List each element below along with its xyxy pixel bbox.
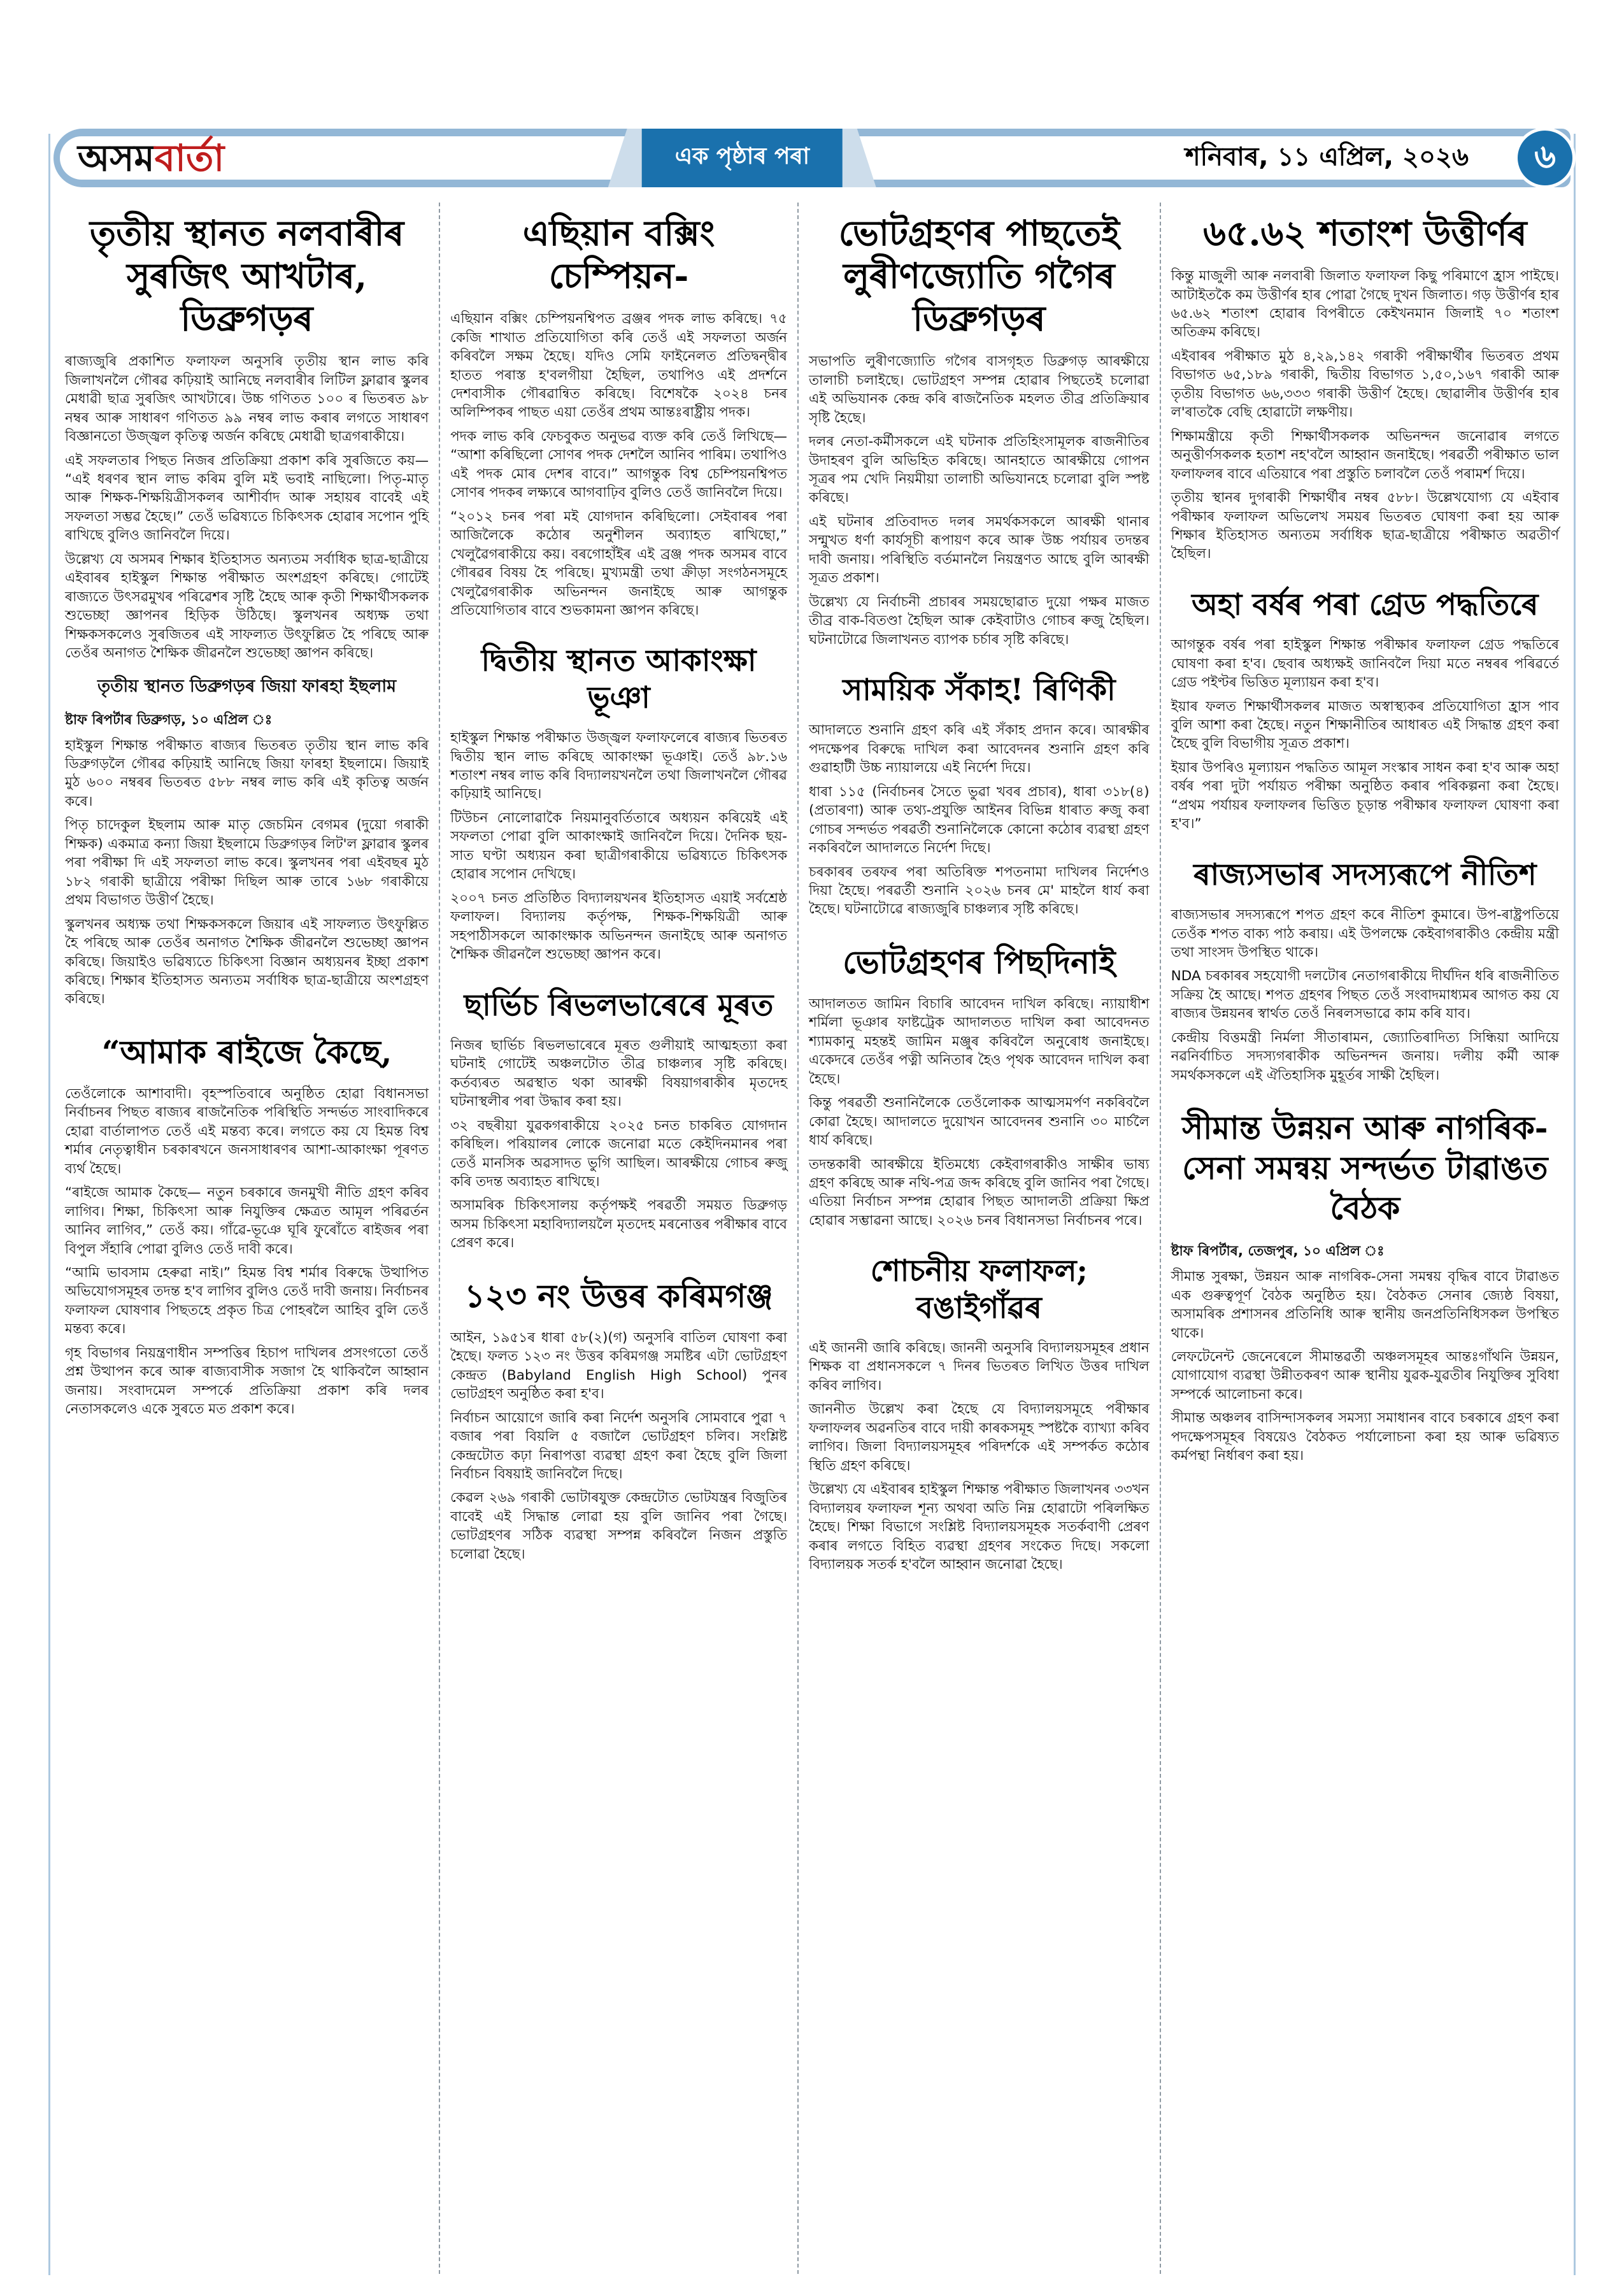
article-body: তেওঁলোকে আশাবাদী। বৃহস্পতিবাৰে অনুষ্ঠিত হোৱা বিধানসভা নিৰ্বাচনৰ পিছত ৰাজ্যৰ ৰাজনৈতিক পৰিস্থিতি সন্দৰ্ভত সাংবাদিকৰে হোৱা বাৰ্তালাপত তেওঁ এই মন্তব্য কৰে। লগতে কয় যে হিমন্ত বিশ্ব শৰ্মাৰ নেতৃত্বাধীন চৰকাৰখনে জনসাধাৰণৰ আশা-আকাংক্ষা পূৰণত ব্যৰ্থ হৈছে। “ৰাইজে আমাক কৈছে— নতুন চৰকাৰে জনমুখী নীতি গ্ৰহণ কৰিব লাগিব। শিক্ষা, চিকিৎসা আৰু নিযুক্তিৰ ক্ষেত্ৰত আমূল পৰিৱৰ্তন আনিব লাগিব,” তেওঁ কয়। গাঁৱে-ভূঞে ঘূৰি ফুৰোঁতে ৰাইজৰ পৰা বিপুল সঁহাৰি পোৱা বুলিও তেওঁ দাবী কৰে। “আমি ভাবসাম হেৰুৱা নাই।” হিমন্ত বিশ্ব শৰ্মাৰ বিৰুদ্ধে উত্থাপিত অভিযোগসমূহৰ তদন্ত হ'ব লাগিব বুলিও তেওঁ দাবী জনায়। নিৰ্বাচনৰ ফলাফল ঘোষণাৰ পিছতহে প্ৰকৃত চিত্ৰ পোহৰলৈ আহিব বুলি তেওঁ মন্তব্য কৰে। গৃহ বিভাগৰ নিয়ন্ত্ৰণাধীন সম্পত্তিৰ হিচাপ দাখিলৰ প্ৰসংগতো তেওঁ প্ৰশ্ন উত্থাপন কৰে আৰু ৰাজ্যবাসীক সজাগ হৈ থাকিবলৈ আহ্বান জনায়। সংবাদমেল সম্পৰ্কে প্ৰতিক্ৰিয়া প্ৰকাশ কৰি দলৰ নেতাসকলেও একে সুৰতে মত প্ৰকাশ কৰে।: [65, 1085, 429, 1418]
article-headline: তৃতীয় স্থানত নলবাৰীৰ সুৰজিৎ আখটাৰ, ডিব্ৰুগড়ৰ: [89, 212, 404, 339]
dateline: ষ্টাফ ৰিপৰ্টাৰ, তেজপুৰ, ১০ এপ্ৰিল ঃ: [1171, 1243, 1385, 1260]
article: [809, 672, 1150, 919]
article: [1171, 1108, 1559, 1466]
article: [65, 1032, 429, 1419]
article: [809, 211, 1150, 649]
edition-date: শনিবাৰ, ১১ এপ্ৰিল, ২০২৬: [1185, 142, 1469, 172]
article-headline: ৬৫.৬২ শতাংশ উত্তীৰ্ণৰ: [1203, 212, 1527, 254]
article-headline: ভোটগ্ৰহণৰ পাছতেই লুৰীণজ্যোতি গগৈৰ ডিব্ৰুগড়ৰ: [838, 212, 1120, 339]
article-body: আগন্তুক বৰ্ষৰ পৰা হাইস্কুল শিক্ষান্ত পৰীক্ষাৰ ফলাফল গ্ৰেড পদ্ধতিৰে ঘোষণা কৰা হ'ব। ছেবাৰ অধ্যক্ষই জানিবলৈ দিয়া মতে নম্বৰৰ পৰিৱৰ্তে গ্ৰেড পইণ্টৰ ভিত্তিত মূল্যায়ন কৰা হ'ব। ইয়াৰ ফলত শিক্ষাৰ্থীসকলৰ মাজত অস্বাস্থ্যকৰ প্ৰতিযোগিতা হ্ৰাস পাব বুলি আশা কৰা হৈছে। নতুন শিক্ষানীতিৰ আধাৰত এই সিদ্ধান্ত গ্ৰহণ কৰা হৈছে বুলি বিভাগীয় সূত্ৰত প্ৰকাশ। ইয়াৰ উপৰিও মূল্যায়ন পদ্ধতিত আমূল সংস্কাৰ সাধন কৰা হ'ব আৰু অহা বৰ্ষৰ পৰা দুটা পৰ্যায়ত পৰীক্ষা অনুষ্ঠিত কৰাৰ পৰিকল্পনা কৰা হৈছে। “প্ৰথম পৰ্যায়ৰ ফলাফলৰ ভিত্তিত চূড়ান্ত পৰীক্ষাৰ ফলাফল ঘোষণা কৰা হ'ব।”: [1171, 637, 1559, 832]
article-body: এছিয়ান বক্সিং চেম্পিয়নশ্বিপত ব্ৰঞ্জৰ পদক লাভ কৰিছে। ৭৫ কেজি শাখাত প্ৰতিযোগিতা কৰি তেওঁ এই সফলতা অৰ্জন কৰিবলৈ সক্ষম হৈছে। যদিও সেমি ফাইনেলত প্ৰতিদ্বন্দ্বীৰ হাতত পৰাস্ত হ'বলগীয়া হৈছিল, তথাপিও এই প্ৰদৰ্শনে দেশবাসীক গৌৰৱান্বিত কৰিছে। বিশেষকৈ ২০২৪ চনৰ অলিম্পিকৰ পাছত এয়া তেওঁৰ প্ৰথম আন্তঃৰাষ্ট্ৰীয় পদক। পদক লাভ কৰি ফেচবুকত অনুভৱ ব্যক্ত কৰি তেওঁ লিখিছে— “আশা কৰিছিলো সোণৰ পদক দেশলৈ আনিব পাৰিম। তথাপিও এই পদক মোৰ দেশৰ বাবে।” আগন্তুক বিশ্ব চেম্পিয়নশ্বিপত সোণৰ পদকৰ লক্ষ্যৰে আগবাঢ়িব বুলিও তেওঁ জানিবলৈ দিয়ে। “২০১২ চনৰ পৰা মই যোগদান কৰিছিলো। সেইবাৰৰ পৰা আজিলৈকে কঠোৰ অনুশীলন অব্যাহত ৰাখিছো,” খেলুৱৈগৰাকীয়ে কয়। বৰগোহাঁইৰ এই ব্ৰঞ্জ পদক অসমৰ বাবে গৌৰৱৰ বিষয় হৈ পৰিছে। মুখ্যমন্ত্ৰী তথা ক্ৰীড়া সংগঠনসমূহে খেলুৱৈগৰাকীক অভিনন্দন জনাইছে আৰু আগন্তুক প্ৰতিযোগিতাৰ বাবে শুভকামনা জ্ঞাপন কৰিছে।: [450, 311, 788, 618]
news-column-1: [55, 203, 439, 2274]
logo-text-red: বার্তা: [154, 136, 225, 180]
article-headline: ৰাজ্যসভাৰ সদস্যৰূপে নীতিশ: [1193, 857, 1537, 892]
article-headline: অহা বৰ্ষৰ পৰা গ্ৰেড পদ্ধতিৰে: [1192, 587, 1539, 622]
news-column-4: [1160, 203, 1569, 2274]
article: [450, 987, 787, 1253]
continued-from-banner: [618, 129, 867, 187]
masthead-strip: [60, 136, 1564, 180]
article-headline: সীমান্ত উন্নয়ন আৰু নাগৰিক-সেনা সমন্বয় সন্দৰ্ভত টাৱাঙত বৈঠক: [1182, 1109, 1548, 1227]
article: [809, 942, 1150, 1230]
logo-text-black: অসম: [78, 136, 155, 180]
article: [65, 211, 429, 1009]
article-body: ৰাজ্যসভাৰ সদস্যৰূপে শপত গ্ৰহণ কৰে নীতিশ কুমাৰে। উপ-ৰাষ্ট্ৰপতিয়ে তেওঁক শপত বাক্য পাঠ কৰায়। এই উপলক্ষে কেইবাগৰাকীও কেন্দ্ৰীয় মন্ত্ৰী তথা সাংসদ উপস্থিত থাকে। NDA চৰকাৰৰ সহযোগী দলটোৰ নেতাগৰাকীয়ে দীৰ্ঘদিন ধৰি ৰাজনীতিত সক্ৰিয় হৈ আছে। শপত গ্ৰহণৰ পিছত তেওঁ সংবাদমাধ্যমৰ আগত কয় যে ৰাজ্যৰ উন্নয়নৰ স্বাৰ্থত তেওঁ নিৰলসভাৱে কাম কৰি যাব। কেন্দ্ৰীয় বিত্তমন্ত্ৰী নিৰ্মলা সীতাৰামন, জ্যোতিৰাদিত্য সিন্ধিয়া আদিয়ে নৱনিৰ্বাচিত সদস্যগৰাকীক অভিনন্দন জনায়। দলীয় কৰ্মী আৰু সমৰ্থকসকলে এই ঐতিহাসিক মুহূৰ্তৰ সাক্ষী হৈছিল।: [1171, 907, 1559, 1083]
banner-label: এক পৃষ্ঠাৰ পৰা: [642, 129, 843, 187]
article-body: আইন, ১৯৫১ৰ ধাৰা ৫৮(২)(গ) অনুসৰি বাতিল ঘোষণা কৰা হৈছে। ফলত ১২৩ নং উত্তৰ কৰিমগঞ্জ সমষ্টিৰ এটা ভোটগ্ৰহণ কেন্দ্ৰত (Babyland English High School) পুনৰ ভোটগ্ৰহণ অনুষ্ঠিত কৰা হ'ব। নিৰ্বাচন আয়োগে জাৰি কৰা নিৰ্দেশ অনুসৰি সোমবাৰে পুৱা ৭ বজাৰ পৰা বিয়লি ৫ বজালৈ ভোটগ্ৰহণ চলিব। সংশ্লিষ্ট কেন্দ্ৰটোত কঢ়া নিৰাপত্তা ব্যৱস্থা গ্ৰহণ কৰা হৈছে বুলি জিলা নিৰ্বাচন বিষয়াই জানিবলৈ দিছে। কেৱল ২৬৯ গৰাকী ভোটাৰযুক্ত কেন্দ্ৰটোত ভোটযন্ত্ৰৰ বিজুতিৰ বাবেই এই সিদ্ধান্ত লোৱা হয় বুলি জানিব পৰা গৈছে। ভোটগ্ৰহণৰ সঠিক ব্যৱস্থা সম্পন্ন কৰিবলৈ নিজন প্ৰস্তুতি চলোৱা হৈছে।: [450, 1329, 788, 1562]
page-number-badge: ৬: [1514, 127, 1576, 189]
article-headline: “আমাক ৰাইজে কৈছে,: [101, 1032, 392, 1071]
article-headline: ভোটগ্ৰহণৰ পিছদিনাই: [843, 943, 1116, 981]
article-body: ৰাজ্যজুৰি প্ৰকাশিত ফলাফল অনুসৰি তৃতীয় স্থান লাভ কৰি জিলাখনলৈ গৌৰৱ কঢ়িয়াই আনিছে নলবাৰীৰ লিটিল ফ্লাৱাৰ স্কুলৰ মেধাৱী ছাত্ৰ সুৰজিৎ আখটাৰে। উচ্চ গণিতত ১০০ ৰ ভিতৰত ৯৮ নম্বৰ আৰু সাধাৰণ গণিতত ৯৯ নম্বৰ লাভ কৰাৰ লগতে সাধাৰণ বিজ্ঞানতো উজ্জ্বল কৃতিত্ব অৰ্জন কৰিছে মেধাৱী ছাত্ৰগৰাকীয়ে। এই সফলতাৰ পিছত নিজৰ প্ৰতিক্ৰিয়া প্ৰকাশ কৰি সুৰজিতে কয়— “এই ধৰণৰ স্থান লাভ কৰিম বুলি মই ভবাই নাছিলো। পিতৃ-মাতৃ আৰু শিক্ষক-শিক্ষয়িত্ৰীসকলৰ আশীৰ্বাদ আৰু সহায়ৰ বাবেই এই সফলতা সম্ভৱ হৈছে।” তেওঁ ভৱিষ্যতে চিকিৎসক হোৱাৰ সপোন পুহি ৰাখিছে বুলিও জানিবলৈ দিয়ে। উল্লেখ্য যে অসমৰ শিক্ষাৰ ইতিহাসত অন্যতম সৰ্বাধিক ছাত্ৰ-ছাত্ৰীয়ে এইবাৰৰ হাইস্কুল শিক্ষান্ত পৰীক্ষাত অংশগ্ৰহণ কৰিছে। গোটেই ৰাজ্যতে উৎসৱমুখৰ পৰিৱেশৰ সৃষ্টি হৈছে আৰু কৃতী শিক্ষাৰ্থীসকলক শুভেচ্ছা জ্ঞাপনৰ হিড়িক উঠিছে। স্কুলখনৰ অধ্যক্ষ তথা শিক্ষকসকলেও সুৰজিতৰ এই সাফল্যত উৎফুল্লিত হৈ পৰিছে আৰু তেওঁৰ অনাগত শৈক্ষিক জীৱনলৈ শুভেচ্ছা জ্ঞাপন কৰিছে।: [65, 354, 429, 662]
newspaper-logo: [78, 136, 225, 180]
article-headline: সাময়িক সঁকাহ! ৰিণিকী: [843, 673, 1116, 708]
article: [450, 1276, 787, 1564]
article-subhead: তৃতীয় স্থানত ডিব্ৰুগড়ৰ জিয়া ফাৰহা ইছলাম: [97, 676, 397, 696]
article: [450, 643, 787, 964]
article: [1171, 857, 1559, 1085]
article: [1171, 587, 1559, 834]
article-headline: শোচনীয় ফলাফল; বঙাইগাঁৱৰ: [870, 1254, 1088, 1325]
article: [1171, 211, 1559, 564]
article-headline: দ্বিতীয় স্থানত আকাংক্ষা ভূঞা: [481, 643, 757, 715]
dateline: ষ্টাফ ৰিপৰ্টাৰ ডিব্ৰুগড়, ১০ এপ্ৰিল ঃ: [65, 711, 273, 728]
article-headline: ছাৰ্ভিচ ৰিভলভাৰেৰে মূৰত: [464, 987, 774, 1023]
article-body: এই জাননী জাৰি কৰিছে। জাননী অনুসৰি বিদ্যালয়সমূহৰ প্ৰধান শিক্ষক বা প্ৰধানসকলে ৭ দিনৰ ভিতৰত লিখিত উত্তৰ দাখিল কৰিব লাগিব। জাননীত উল্লেখ কৰা হৈছে যে বিদ্যালয়সমূহে পৰীক্ষাৰ ফলাফলৰ অৱনতিৰ বাবে দায়ী কাৰকসমূহ স্পষ্টকৈ ব্যাখ্যা কৰিব লাগিব। জিলা বিদ্যালয়সমূহৰ পৰিদৰ্শকে এই সম্পৰ্কত কঠোৰ স্থিতি গ্ৰহণ কৰিছে। উল্লেখ্য যে এইবাৰৰ হাইস্কুল শিক্ষান্ত পৰীক্ষাত জিলাখনৰ ৩৩খন বিদ্যালয়ৰ ফলাফল শূন্য অথবা অতি নিম্ন হোৱাটো পৰিলক্ষিত হৈছে। শিক্ষা বিভাগে সংশ্লিষ্ট বিদ্যালয়সমূহক সতৰ্কবাণী প্ৰেৰণ কৰাৰ লগতে বিহিত ব্যৱস্থা গ্ৰহণৰ সংকেত দিছে। সকলো বিদ্যালয়ক সতৰ্ক হ'বলৈ আহ্বান জনোৱা হৈছে।: [809, 1340, 1150, 1573]
masthead: [53, 129, 1571, 187]
article-headline: এছিয়ান বক্সিং চেম্পিয়ন-: [522, 212, 715, 297]
article-headline: ১২৩ নং উত্তৰ কৰিমগঞ্জ: [464, 1276, 773, 1315]
article-body: হাইস্কুল শিক্ষান্ত পৰীক্ষাত ৰাজ্যৰ ভিতৰত তৃতীয় স্থান লাভ কৰি ডিব্ৰুগড়লৈ গৌৰৱ কঢ়িয়াই আনিছে জিয়া ফাৰহা ইছলামে। জিয়াই মুঠ ৬০০ নম্বৰৰ ভিতৰত ৫৮৮ নম্বৰ লাভ কৰি এই কৃতিত্ব অৰ্জন কৰে। পিতৃ চাদেকুল ইছলাম আৰু মাতৃ জেচমিন বেগমৰ (দুয়ো গৰাকী শিক্ষক) একমাত্ৰ কন্যা জিয়া ইছলামে ডিব্ৰুগড়ৰ লিট'ল ফ্লাৱাৰ স্কুলৰ পৰা পৰীক্ষা দি এই সফলতা লাভ কৰে। স্কুলখনৰ পৰা এইবছৰ মুঠ ১৮২ গৰাকী ছাত্ৰীয়ে পৰীক্ষা দিছিল আৰু তাৰে ১৬৮ গৰাকীয়ে প্ৰথম বিভাগত উত্তীৰ্ণ হৈছে। স্কুলখনৰ অধ্যক্ষ তথা শিক্ষকসকলে জিয়াৰ এই সাফল্যত উৎফুল্লিত হৈ পৰিছে আৰু তেওঁৰ অনাগত শৈক্ষিক জীৱনলৈ শুভেচ্ছা জ্ঞাপন কৰিছে। জিয়াইও ভৱিষ্যতে চিকিৎসা বিজ্ঞান অধ্যয়নৰ ইচ্ছা প্ৰকাশ কৰিছে। শিক্ষাৰ ইতিহাসত অন্যতম সৰ্বাধিক ছাত্ৰ-ছাত্ৰীয়ে অংশগ্ৰহণ কৰিছে।: [65, 737, 429, 1008]
left-edge-rule: [48, 134, 50, 2275]
right-edge-rule: [1574, 134, 1576, 2275]
article: [450, 211, 787, 620]
article-body: হাইস্কুল শিক্ষান্ত পৰীক্ষাত উজ্জ্বল ফলাফলেৰে ৰাজ্যৰ ভিতৰত দ্বিতীয় স্থান লাভ কৰিছে আকাংক্ষা ভূঞাই। তেওঁ ৯৮.১৬ শতাংশ নম্বৰ লাভ কৰি বিদ্যালয়খনলৈ তথা জিলাখনলৈ গৌৰৱ কঢ়িয়াই আনিছে। টিউচন নোলোৱাকৈ নিয়মানুবৰ্তিতাৰে অধ্যয়ন কৰিয়েই এই সফলতা পোৱা বুলি আকাংক্ষাই জানিবলৈ দিয়ে। দৈনিক ছয়-সাত ঘণ্টা অধ্যয়ন কৰা ছাত্ৰীগৰাকীয়ে ভৱিষ্যতে চিকিৎসক হোৱাৰ সপোন দেখিছে। ২০০৭ চনত প্ৰতিষ্ঠিত বিদ্যালয়খনৰ ইতিহাসত এয়াই সৰ্বশ্ৰেষ্ঠ ফলাফল। বিদ্যালয় কৰ্তৃপক্ষ, শিক্ষক-শিক্ষয়িত্ৰী আৰু সহপাঠীসকলে আকাংক্ষাক অভিনন্দন জনাইছে আৰু অনাগত শৈক্ষিক জীৱনলৈ শুভেচ্ছা জ্ঞাপন কৰে।: [450, 730, 788, 963]
article-body: সীমান্ত সুৰক্ষা, উন্নয়ন আৰু নাগৰিক-সেনা সমন্বয় বৃদ্ধিৰ বাবে টাৱাঙত এক গুৰুত্বপূৰ্ণ বৈঠক অনুষ্ঠিত হয়। বৈঠকত সেনাৰ জ্যেষ্ঠ বিষয়া, অসামৰিক প্ৰশাসনৰ প্ৰতিনিধি আৰু স্থানীয় জনপ্ৰতিনিধিসকল উপস্থিত থাকে। লেফটেনেন্ট জেনেৰেলে সীমান্তৱৰ্তী অঞ্চলসমূহৰ আন্তঃগাঁথনি উন্নয়ন, যোগাযোগ ব্যৱস্থা উন্নীতকৰণ আৰু স্থানীয় যুৱক-যুৱতীৰ নিযুক্তিৰ সুবিধা সম্পৰ্কে আলোচনা কৰে। সীমান্ত অঞ্চলৰ বাসিন্দাসকলৰ সমস্যা সমাধানৰ বাবে চৰকাৰে গ্ৰহণ কৰা পদক্ষেপসমূহৰ বিষয়েও বৈঠকত পৰ্যালোচনা কৰা হয় আৰু ভৱিষ্যত কৰ্মপন্থা নিৰ্ধাৰণ কৰা হয়।: [1171, 1269, 1559, 1464]
article-body: আদালতত জামিন বিচাৰি আবেদন দাখিল কৰিছে। ন্যায়াধীশ শৰ্মিলা ভূঞাৰ ফাষ্টট্ৰেক আদালতত দাখিল কৰা আবেদনত শ্যামকানু মহন্তই জামিন মঞ্জুৰ কৰিবলৈ অনুৰোধ জনাইছে। একেদৰে তেওঁৰ পত্নী অনিতাৰ হৈও পৃথক আবেদন দাখিল কৰা হৈছে। কিন্তু পৰৱৰ্তী শুনানিলৈকে তেওঁলোকক আত্মসমৰ্পণ নকৰিবলৈ কোৱা হৈছে। আদালতে দুয়োখন আবেদনৰ শুনানি ৩০ মাৰ্চলৈ ধাৰ্য কৰিছে। তদন্তকাৰী আৰক্ষীয়ে ইতিমধ্যে কেইবাগৰাকীও সাক্ষীৰ ভাষ্য গ্ৰহণ কৰিছে আৰু নথি-পত্ৰ জব্দ কৰিছে বুলি জানিব পৰা গৈছে। এতিয়া নিৰ্বাচন সম্পন্ন হোৱাৰ পিছত আদালতী প্ৰক্ৰিয়া ক্ষিপ্ৰ হোৱাৰ সম্ভাৱনা আছে। ২০২৬ চনৰ বিধানসভা নিৰ্বাচনৰ পৰে।: [809, 996, 1150, 1229]
article: [809, 1253, 1150, 1574]
news-column-3: [797, 203, 1160, 2274]
article-body: আদালতে শুনানি গ্ৰহণ কৰি এই সঁকাহ প্ৰদান কৰে। আৰক্ষীৰ পদক্ষেপৰ বিৰুদ্ধে দাখিল কৰা আবেদনৰ শুনানি গ্ৰহণ কৰি গুৱাহাটী উচ্চ ন্যায়ালয়ে এই নিৰ্দেশ দিয়ে। ধাৰা ১১৫ (নিৰ্বাচনৰ সৈতে ভুৱা খবৰ প্ৰচাৰ), ধাৰা ৩১৮(৪) (প্ৰতাৰণা) আৰু তথ্য-প্ৰযুক্তি আইনৰ বিভিন্ন ধাৰাত ৰুজু কৰা গোচৰ সন্দৰ্ভত পৰৱৰ্তী শুনানিলৈকে কোনো কঠোৰ ব্যৱস্থা গ্ৰহণ নকৰিবলৈ আদালতে নিৰ্দেশ দিছে। চৰকাৰৰ তৰফৰ পৰা অতিৰিক্ত শপতনামা দাখিলৰ নিৰ্দেশও দিয়া হৈছে। পৰৱৰ্তী শুনানি ২০২৬ চনৰ মে' মাহলৈ ধাৰ্য কৰা হৈছে। ঘটনাটোৱে ৰাজ্যজুৰি চাঞ্চল্যৰ সৃষ্টি কৰিছে।: [809, 722, 1150, 918]
article-body: কিন্তু মাজুলী আৰু নলবাৰী জিলাত ফলাফল কিছু পৰিমাণে হ্ৰাস পাইছে। আটাইতকৈ কম উত্তীৰ্ণৰ হাৰ পোৱা গৈছে দুখন জিলাত। গড় উত্তীৰ্ণৰ হাৰ ৬৫.৬২ শতাংশ হোৱাৰ বিপৰীতে কেইখনমান জিলাই ৭০ শতাংশ অতিক্ৰম কৰিছে। এইবাৰৰ পৰীক্ষাত মুঠ ৪,২৯,১৪২ গৰাকী পৰীক্ষাৰ্থীৰ ভিতৰত প্ৰথম বিভাগত ৬৫,১৮৯ গৰাকী, দ্বিতীয় বিভাগত ১,৫০,১৬৭ গৰাকী আৰু তৃতীয় বিভাগত ৬৬,৩৩৩ গৰাকী উত্তীৰ্ণ হৈছে। ছোৱালীৰ উত্তীৰ্ণৰ হাৰ ল'ৰাতকৈ বেছি হোৱাটো লক্ষণীয়। শিক্ষামন্ত্ৰীয়ে কৃতী শিক্ষাৰ্থীসকলক অভিনন্দন জনোৱাৰ লগতে অনুত্তীৰ্ণসকলক হতাশ নহ'বলৈ আহ্বান জনাইছে। পৰৱৰ্তী পৰীক্ষাত ভাল ফলাফলৰ বাবে এতিয়াৰে পৰা প্ৰস্তুতি চলাবলৈ তেওঁ পৰামৰ্শ দিয়ে। তৃতীয় স্থানৰ দুগৰাকী শিক্ষাৰ্থীৰ নম্বৰ ৫৮৮। উল্লেখযোগ্য যে এইবাৰ পৰীক্ষাৰ ফলাফল অভিলেখ সময়ৰ ভিতৰত ঘোষণা কৰা হয় আৰু শিক্ষাৰ ইতিহাসত অন্যতম সৰ্বাধিক ছাত্ৰ-ছাত্ৰীয়ে পৰীক্ষাত অৱতীৰ্ণ হৈছিল।: [1171, 268, 1559, 562]
news-column-2: [439, 203, 797, 2274]
article-body: সভাপতি লুৰীণজ্যোতি গগৈৰ বাসগৃহত ডিব্ৰুগড় আৰক্ষীয়ে তালাচী চলাইছে। ভোটগ্ৰহণ সম্পন্ন হোৱাৰ পিছতেই চলোৱা এই অভিযানক কেন্দ্ৰ কৰি ৰাজনৈতিক মহলত তীব্ৰ প্ৰতিক্ৰিয়াৰ সৃষ্টি হৈছে। দলৰ নেতা-কৰ্মীসকলে এই ঘটনাক প্ৰতিহিংসামূলক ৰাজনীতিৰ উদাহৰণ বুলি অভিহিত কৰিছে। আনহাতে আৰক্ষীয়ে গোপন সূত্ৰৰ পম খেদি নিয়মীয়া তালাচী অভিযানহে চলোৱা বুলি স্পষ্ট কৰিছে। এই ঘটনাৰ প্ৰতিবাদত দলৰ সমৰ্থকসকলে আৰক্ষী থানাৰ সন্মুখত ধৰ্ণা কাৰ্যসূচী ৰূপায়ণ কৰে আৰু উচ্চ পৰ্যায়ৰ তদন্তৰ দাবী জনায়। পৰিস্থিতি বৰ্তমানলৈ নিয়ন্ত্ৰণত আছে বুলি আৰক্ষী সূত্ৰত প্ৰকাশ। উল্লেখ্য যে নিৰ্বাচনী প্ৰচাৰৰ সময়ছোৱাত দুয়ো পক্ষৰ মাজত তীব্ৰ বাক-বিতণ্ডা হৈছিল আৰু কেইবাটাও গোচৰ ৰুজু হৈছিল। ঘটনাটোৱে জিলাখনত ব্যাপক চৰ্চাৰ সৃষ্টি কৰিছে।: [809, 354, 1150, 648]
article-body: নিজৰ ছাৰ্ভিচ ৰিভলভাৰেৰে মূৰত গুলীয়াই আত্মহত্যা কৰা ঘটনাই গোটেই অঞ্চলটোত তীব্ৰ চাঞ্চল্যৰ সৃষ্টি কৰিছে। কৰ্তব্যৰত অৱস্থাত থকা আৰক্ষী বিষয়াগৰাকীৰ মৃতদেহ ঘটনাস্থলীৰ পৰা উদ্ধাৰ কৰা হয়। ৩২ বছৰীয়া যুৱকগৰাকীয়ে ২০২৫ চনত চাকৰিত যোগদান কৰিছিল। পৰিয়ালৰ লোকে জনোৱা মতে কেইদিনমানৰ পৰা তেওঁ মানসিক অৱসাদত ভুগি আছিল। আৰক্ষীয়ে গোচৰ ৰুজু কৰি তদন্ত অব্যাহত ৰাখিছে। অসামৰিক চিকিৎসালয় কৰ্তৃপক্ষই পৰৱৰ্তী সময়ত ডিব্ৰুগড় অসম চিকিৎসা মহাবিদ্যালয়লৈ মৃতদেহ মৰনোত্তৰ পৰীক্ষাৰ বাবে প্ৰেৰণ কৰে।: [450, 1037, 788, 1252]
column-grid: [55, 203, 1569, 2274]
